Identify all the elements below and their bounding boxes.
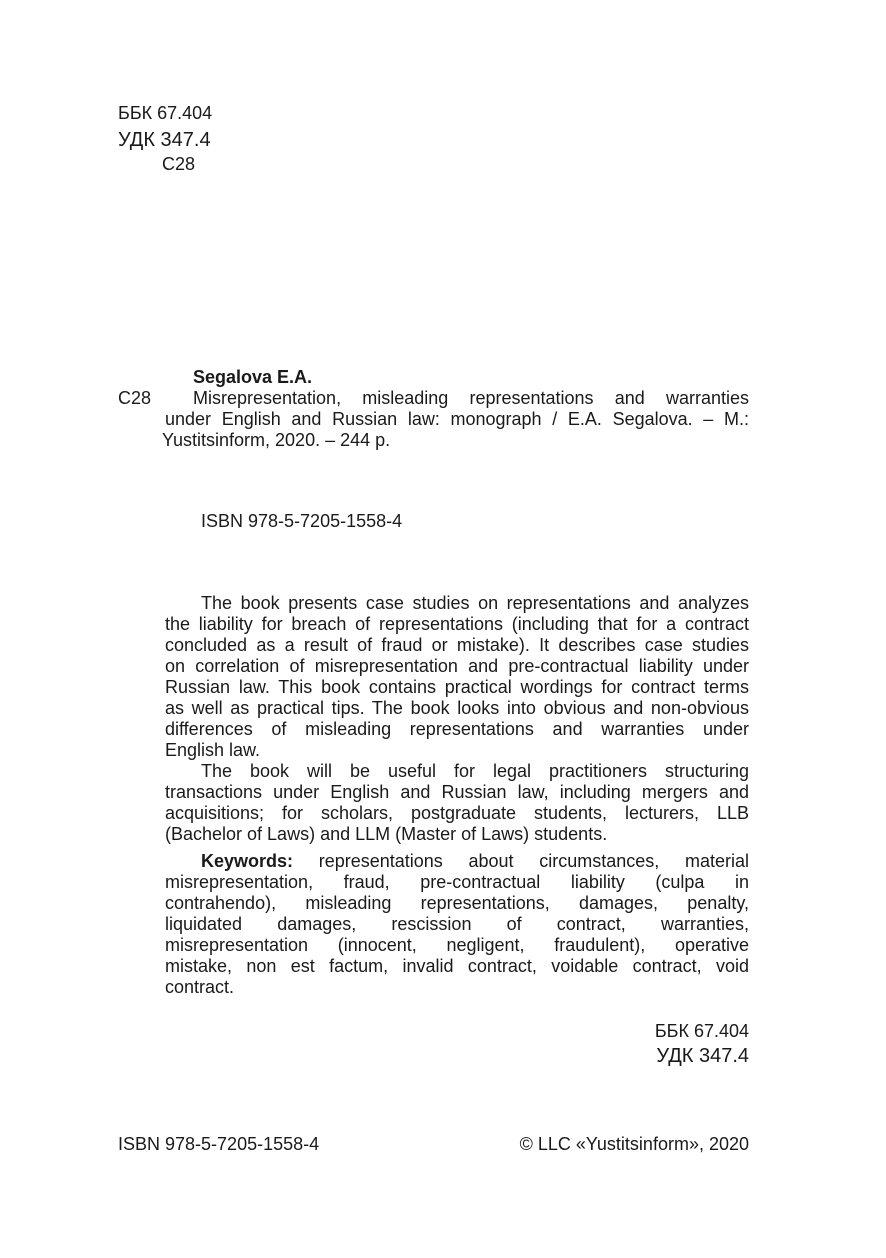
bibliographic-description: [162, 388, 749, 451]
abstract-paragraph-2: [165, 761, 749, 845]
keywords-first-line: [165, 851, 749, 872]
abstract-line: (Bachelor of Laws) and LLM (Master of Laws) students.: [165, 824, 608, 844]
abstract-paragraph-1: [165, 593, 749, 761]
bbk-code-bottom: ББК 67.404: [654, 1021, 749, 1041]
bbk-code-top: ББК 67.404: [118, 103, 213, 123]
keywords-line: liquidated damages, rescission of contract, warranties,: [165, 914, 749, 934]
bib-line-1: Misrepresentation, misleading representations and warranties: [193, 388, 749, 408]
abstract-line: concluded as a result of fraud or mistake). It describes case studies: [165, 635, 749, 655]
keywords-paragraph: [165, 851, 749, 998]
copyright: © LLC «Yustitsinform», 2020: [519, 1134, 749, 1154]
isbn-middle: ISBN 978-5-7205-1558-4: [201, 511, 403, 531]
keywords-line: misrepresentation, fraud, pre-contractual liability (culpa in: [165, 872, 749, 892]
bib-line-2: under English and Russian law: monograph / E.A. Segalova. – M.:: [165, 409, 749, 429]
keywords-label: Keywords:: [201, 851, 294, 871]
udk-code-top: УДК 347.4: [118, 129, 211, 151]
author-code-top: С28: [162, 154, 196, 174]
keywords-line: contract.: [165, 977, 235, 997]
abstract-line: transactions under English and Russian law, including mergers and: [165, 782, 749, 802]
abstract-line: the liability for breach of representations (including that for a contract: [165, 614, 749, 634]
keywords-line: mistake, non est factum, invalid contract, voidable contract, void: [165, 956, 749, 976]
isbn-footer: ISBN 978-5-7205-1558-4: [118, 1134, 320, 1154]
abstract-line: The book presents case studies on representations and analyzes: [201, 593, 749, 613]
abstract-line: differences of misleading representations and warranties under: [165, 719, 749, 739]
bib-line-3: Yustitsinform, 2020. – 244 p.: [162, 430, 391, 450]
author-name: Segalova E.A.: [193, 367, 313, 387]
abstract-line: acquisitions; for scholars, postgraduate students, lecturers, LLB: [165, 803, 749, 823]
keywords-line: contrahendo), misleading representations, damages, penalty,: [165, 893, 749, 913]
keywords-line: misrepresentation (innocent, negligent, fraudulent), operative: [165, 935, 749, 955]
author-code: С28: [118, 388, 152, 408]
abstract: [165, 593, 749, 998]
abstract-line: The book will be useful for legal practitioners structuring: [201, 761, 749, 781]
abstract-line: English law.: [165, 740, 261, 760]
keywords-line: representations about circumstances, material: [318, 851, 749, 871]
abstract-line: Russian law. This book contains practical wordings for contract terms: [165, 677, 749, 697]
udk-code-bottom: УДК 347.4: [656, 1045, 749, 1067]
abstract-line: as well as practical tips. The book looks into obvious and non-obvious: [165, 698, 749, 718]
abstract-line: on correlation of misrepresentation and pre-contractual liability under: [165, 656, 749, 676]
